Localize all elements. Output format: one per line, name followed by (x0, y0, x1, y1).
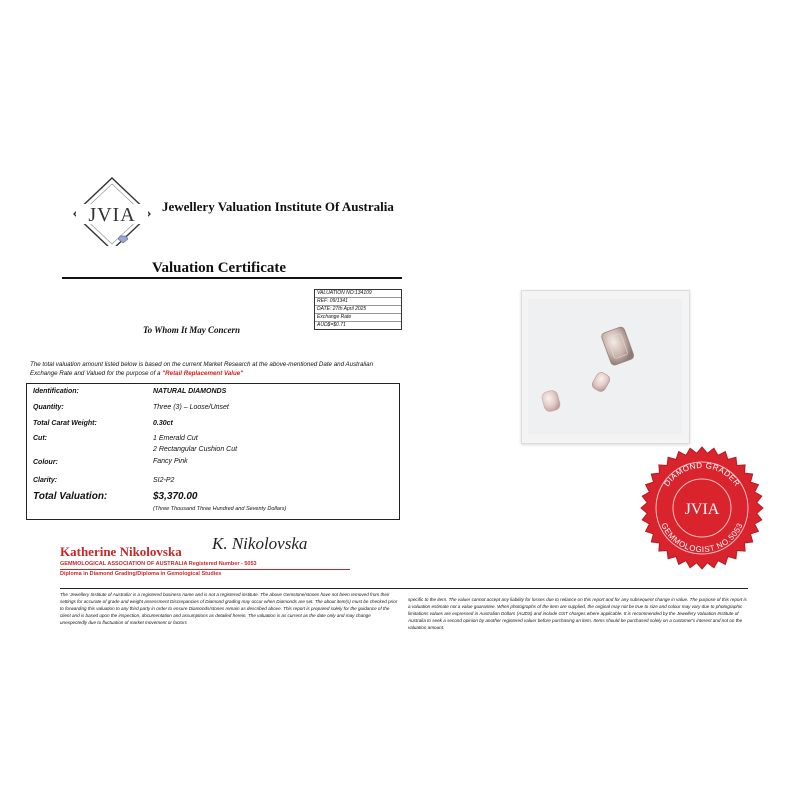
seal-top-text: DIAMOND GRADER (662, 460, 742, 489)
clarity-label: Clarity: (33, 477, 58, 484)
cut-label: Cut: (33, 435, 47, 442)
cut-value-2: 2 Rectangular Cushion Cut (153, 446, 238, 453)
retail-replacement-value: "Retail Replacement Value" (162, 370, 244, 377)
diamond-photo (521, 290, 690, 444)
cut-value-1: 1 Emerald Cut (153, 435, 198, 442)
cushion-cut-diamond-2 (541, 389, 562, 412)
intro-paragraph (30, 360, 400, 378)
identification-value: NATURAL DIAMONDS (153, 388, 227, 395)
identification-label: Identification: (33, 388, 79, 395)
valuer-name: Katherine Nikolovska (60, 544, 182, 559)
seal-center-text: JVIA (684, 501, 720, 518)
disclaimer-left: The 'Jewellery Institute of Australia' is a registered business name and is not a registered institute. The above Gemstone/stones have not been removed from their settings for accurate of grade and weight assessment Discrepancies of Diamond grading may occur when Diamonds are set. The about item(s) must be checked prior to forwarding this valuation to any third party in order to ensure Diamonds/stones remain as described above. This report is prepared solely for the guidance of the client and is based upon the inspection, documentation and assumptions as detailed herein. The valuation is as current as the date only and may change unexpectedly due to fluctuation of market movement or factors (60, 592, 398, 625)
institute-name: Jewellery Valuation Institute Of Australia (162, 199, 394, 214)
total-valuation-words: (Three Thousand Three Hundred and Seventy Dollars) (153, 506, 287, 512)
emerald-cut-diamond (601, 326, 635, 366)
salutation: To Whom It May Concern (143, 325, 241, 335)
diamond-grader-seal (640, 446, 764, 570)
photo-background (528, 299, 682, 434)
footer-divider (60, 588, 748, 589)
diamond-details-table (26, 383, 400, 520)
colour-value: Fancy Pink (153, 458, 188, 465)
clarity-value: SI2-P2 (153, 477, 175, 484)
total-valuation-label: Total Valuation: (33, 491, 108, 502)
reference-number: REF: 09/1341 (315, 298, 401, 306)
quantity-label: Quantity: (33, 404, 64, 411)
valuer-registration: GEMMOLOGICAL ASSOCIATION OF AUSTRALIA Registered Number - 5053 (60, 561, 257, 567)
quantity-value: Three (3) – Loose/Unset (153, 404, 229, 411)
exchange-rate-value: AUD$=$0.71 (317, 322, 346, 328)
exchange-rate-label: Exchange Rate (315, 314, 401, 322)
jvia-logo (70, 176, 154, 246)
valuer-signature: K. Nikolovska (212, 534, 308, 553)
certificate-title: Valuation Certificate (152, 260, 287, 276)
title-divider (62, 277, 402, 279)
valuation-date: DATE: 27th April 2025 (315, 306, 401, 314)
intro-text: The total valuation amount listed below is based on the current Market Research at the above-mentioned Date and Australian Exchange Rate and Valued for the purpose of a (30, 361, 374, 377)
cushion-cut-diamond-1 (590, 371, 611, 394)
colour-label: Colour: (33, 459, 58, 466)
valuer-diploma: Diploma in Diamond Grading/Diploma in Gemological Studies (60, 571, 222, 577)
valuation-meta-box (314, 289, 402, 330)
signature-divider (60, 569, 350, 570)
seal-bottom-text: GEMMOLOGIST NO.5053 (659, 521, 745, 555)
total-valuation-value: $3,370.00 (153, 491, 198, 502)
logo-text: JVIA (88, 204, 136, 226)
disclaimer-right: specific to the item. The valuer cannot accept any liability for losses due to reliance on this report and for any subsequent change in value. The purpose of this report is a valuation estimate not a value guarantee. When photographs of the item are supplied, the original may not be true to size and colour may vary due to photographic limitations values are expressed in Australian Dollars (AUDS) and include GST charges where applicable. It is recommended by the Jewellery Valuation Institute of Australia to seek a second opinion by another registered valuer before purchasing an item. Items should be purchased solely on a customer's interest and not on the valuation amount. (408, 597, 747, 630)
carat-label: Total Carat Weight: (33, 420, 97, 427)
valuation-number: VALUATION NO:134109 (315, 290, 401, 298)
carat-value: 0.30ct (153, 420, 173, 427)
